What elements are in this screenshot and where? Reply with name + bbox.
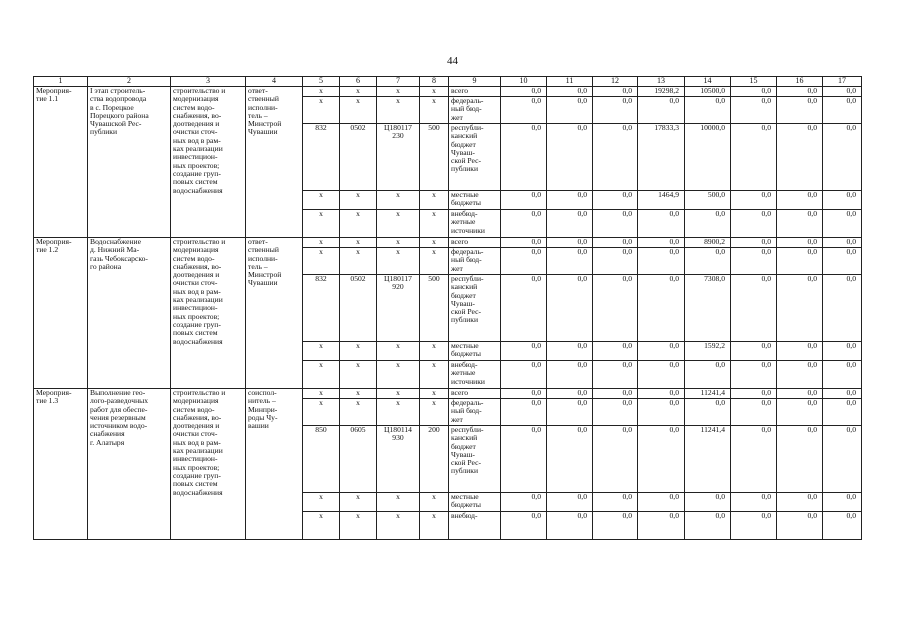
amount-cell: 0,0 xyxy=(547,124,593,191)
amount-cell: 0,0 xyxy=(777,361,823,389)
budget-code: x xyxy=(303,248,340,275)
amount-cell: 0,0 xyxy=(685,97,731,124)
amount-cell: 0,0 xyxy=(638,389,685,399)
amount-cell: 0,0 xyxy=(547,399,593,426)
amount-cell: 19298,2 xyxy=(638,87,685,97)
amount-cell: 0,0 xyxy=(501,389,547,399)
amount-cell: 0,0 xyxy=(593,87,638,97)
amount-cell: 10000,0 xyxy=(685,124,731,191)
amount-cell: 0,0 xyxy=(593,361,638,389)
amount-cell: 0,0 xyxy=(731,426,777,493)
amount-cell: 0,0 xyxy=(501,399,547,426)
column-number: 8 xyxy=(420,77,449,87)
section-code: x xyxy=(340,210,377,238)
amount-cell: 0,0 xyxy=(685,361,731,389)
amount-cell: 0,0 xyxy=(547,238,593,248)
budget-code: x xyxy=(303,238,340,248)
amount-cell: 0,0 xyxy=(777,191,823,210)
expense-type: x xyxy=(420,87,449,97)
amount-cell: 0,0 xyxy=(777,248,823,275)
funding-source: всего xyxy=(449,238,501,248)
expense-type: x xyxy=(420,361,449,389)
amount-cell: 0,0 xyxy=(638,512,685,540)
target-code: x xyxy=(377,87,420,97)
amount-cell: 0,0 xyxy=(823,87,862,97)
amount-cell: 0,0 xyxy=(638,275,685,342)
column-number: 9 xyxy=(449,77,501,87)
event-number: Мероприя- тие 1.1 xyxy=(34,87,88,238)
funding-source: федераль- ный бюд- жет xyxy=(449,399,501,426)
amount-cell: 0,0 xyxy=(731,210,777,238)
amount-cell: 0,0 xyxy=(501,512,547,540)
budget-code: x xyxy=(303,210,340,238)
event-name: I этап строитель- ства водопровода в с. Порецкое Порецкого района Чувашской Рес- публики xyxy=(88,87,171,238)
expense-type: x xyxy=(420,389,449,399)
amount-cell: 0,0 xyxy=(638,399,685,426)
amount-cell: 0,0 xyxy=(777,399,823,426)
amount-cell: 0,0 xyxy=(823,493,862,512)
amount-cell: 0,0 xyxy=(501,97,547,124)
event-name: Водоснабжение д. Нижний Ма- газь Чебоксарско- го района xyxy=(88,238,171,389)
amount-cell: 0,0 xyxy=(823,426,862,493)
amount-cell: 0,0 xyxy=(638,210,685,238)
amount-cell: 0,0 xyxy=(593,210,638,238)
event-number: Мероприя- тие 1.3 xyxy=(34,389,88,540)
amount-cell: 0,0 xyxy=(547,512,593,540)
table-row xyxy=(34,238,862,248)
amount-cell: 0,0 xyxy=(593,426,638,493)
budget-code: x xyxy=(303,512,340,540)
section-code: 0605 xyxy=(340,426,377,493)
target-code: x xyxy=(377,342,420,361)
budget-code: x xyxy=(303,493,340,512)
funding-source: внебюд- xyxy=(449,512,501,540)
amount-cell: 0,0 xyxy=(501,248,547,275)
amount-cell: 0,0 xyxy=(685,248,731,275)
amount-cell: 0,0 xyxy=(823,399,862,426)
budget-code: 832 xyxy=(303,275,340,342)
amount-cell: 0,0 xyxy=(731,191,777,210)
section-code: x xyxy=(340,342,377,361)
funding-source: местные бюджеты xyxy=(449,191,501,210)
amount-cell: 17833,3 xyxy=(638,124,685,191)
amount-cell: 0,0 xyxy=(823,389,862,399)
funding-source: всего xyxy=(449,389,501,399)
amount-cell: 0,0 xyxy=(777,342,823,361)
budget-code: 850 xyxy=(303,426,340,493)
amount-cell: 0,0 xyxy=(731,238,777,248)
amount-cell: 0,0 xyxy=(501,210,547,238)
event-executor: соиспол- нитель – Минпри- роды Чу- вашии xyxy=(246,389,303,540)
page-number: 44 xyxy=(447,55,458,67)
amount-cell: 500,0 xyxy=(685,191,731,210)
column-number: 12 xyxy=(593,77,638,87)
column-number: 16 xyxy=(777,77,823,87)
expense-type: x xyxy=(420,399,449,426)
amount-cell: 0,0 xyxy=(638,361,685,389)
amount-cell: 0,0 xyxy=(777,512,823,540)
funding-source: местные бюджеты xyxy=(449,342,501,361)
amount-cell: 0,0 xyxy=(777,97,823,124)
target-code: x xyxy=(377,238,420,248)
event-executor: ответ- ственный исполни- тель – Минстрой Чувашии xyxy=(246,238,303,389)
amount-cell: 0,0 xyxy=(777,389,823,399)
funding-source: внебюд- жетные источники xyxy=(449,361,501,389)
amount-cell: 0,0 xyxy=(638,97,685,124)
amount-cell: 0,0 xyxy=(731,275,777,342)
amount-cell: 7308,0 xyxy=(685,275,731,342)
amount-cell: 0,0 xyxy=(777,426,823,493)
amount-cell: 0,0 xyxy=(731,493,777,512)
amount-cell: 0,0 xyxy=(823,191,862,210)
amount-cell: 0,0 xyxy=(501,238,547,248)
target-code: x xyxy=(377,248,420,275)
amount-cell: 0,0 xyxy=(731,361,777,389)
amount-cell: 0,0 xyxy=(823,124,862,191)
target-code: x xyxy=(377,399,420,426)
amount-cell: 0,0 xyxy=(823,238,862,248)
expense-type: x xyxy=(420,512,449,540)
funding-source: местные бюджеты xyxy=(449,493,501,512)
amount-cell: 0,0 xyxy=(593,399,638,426)
column-number: 10 xyxy=(501,77,547,87)
funding-table xyxy=(33,76,862,540)
amount-cell: 0,0 xyxy=(731,342,777,361)
amount-cell: 0,0 xyxy=(501,426,547,493)
funding-source: республи- канский бюджет Чуваш- ской Рес- публики xyxy=(449,124,501,191)
section-code: x xyxy=(340,248,377,275)
amount-cell: 11241,4 xyxy=(685,389,731,399)
amount-cell: 0,0 xyxy=(685,512,731,540)
funding-source: республи- канский бюджет Чуваш- ской Рес- публики xyxy=(449,426,501,493)
amount-cell: 0,0 xyxy=(731,87,777,97)
target-code: x xyxy=(377,210,420,238)
amount-cell: 0,0 xyxy=(593,512,638,540)
amount-cell: 0,0 xyxy=(547,248,593,275)
funding-source: федераль- ный бюд- жет xyxy=(449,97,501,124)
budget-code: 832 xyxy=(303,124,340,191)
amount-cell: 0,0 xyxy=(593,97,638,124)
amount-cell: 0,0 xyxy=(638,493,685,512)
amount-cell: 0,0 xyxy=(501,342,547,361)
column-number: 3 xyxy=(171,77,246,87)
column-number: 17 xyxy=(823,77,862,87)
section-code: x xyxy=(340,191,377,210)
budget-code: x xyxy=(303,87,340,97)
amount-cell: 0,0 xyxy=(547,210,593,238)
column-number: 1 xyxy=(34,77,88,87)
amount-cell: 0,0 xyxy=(593,248,638,275)
amount-cell: 0,0 xyxy=(501,191,547,210)
amount-cell: 0,0 xyxy=(593,238,638,248)
amount-cell: 0,0 xyxy=(731,248,777,275)
target-code: x xyxy=(377,361,420,389)
amount-cell: 0,0 xyxy=(731,399,777,426)
amount-cell: 0,0 xyxy=(593,389,638,399)
expense-type: 500 xyxy=(420,275,449,342)
target-code: Ц180117 920 xyxy=(377,275,420,342)
column-number: 5 xyxy=(303,77,340,87)
funding-source: всего xyxy=(449,87,501,97)
section-code: x xyxy=(340,493,377,512)
amount-cell: 0,0 xyxy=(593,191,638,210)
budget-code: x xyxy=(303,342,340,361)
section-code: x xyxy=(340,361,377,389)
amount-cell: 0,0 xyxy=(547,342,593,361)
amount-cell: 0,0 xyxy=(731,512,777,540)
column-number: 2 xyxy=(88,77,171,87)
amount-cell: 0,0 xyxy=(501,275,547,342)
section-code: 0502 xyxy=(340,124,377,191)
amount-cell: 0,0 xyxy=(777,238,823,248)
amount-cell: 0,0 xyxy=(777,275,823,342)
budget-code: x xyxy=(303,97,340,124)
amount-cell: 0,0 xyxy=(638,426,685,493)
expense-type: x xyxy=(420,248,449,275)
amount-cell: 0,0 xyxy=(547,361,593,389)
expense-type: x xyxy=(420,493,449,512)
expense-type: 500 xyxy=(420,124,449,191)
column-number: 14 xyxy=(685,77,731,87)
budget-code: x xyxy=(303,191,340,210)
amount-cell: 0,0 xyxy=(547,493,593,512)
amount-cell: 0,0 xyxy=(547,275,593,342)
amount-cell: 0,0 xyxy=(638,342,685,361)
target-code: x xyxy=(377,389,420,399)
table-row xyxy=(34,389,862,399)
target-code: x xyxy=(377,512,420,540)
amount-cell: 0,0 xyxy=(501,124,547,191)
amount-cell: 0,0 xyxy=(547,426,593,493)
column-number: 15 xyxy=(731,77,777,87)
amount-cell: 0,0 xyxy=(731,97,777,124)
amount-cell: 0,0 xyxy=(777,210,823,238)
section-code: x xyxy=(340,399,377,426)
budget-code: x xyxy=(303,399,340,426)
amount-cell: 0,0 xyxy=(547,389,593,399)
column-number: 13 xyxy=(638,77,685,87)
event-name: Выполнение гео- лого-разведочных работ для обеспе- чения резервным источником водо- снабжения г. Алатыря xyxy=(88,389,171,540)
target-code: Ц180114 930 xyxy=(377,426,420,493)
amount-cell: 0,0 xyxy=(685,210,731,238)
amount-cell: 0,0 xyxy=(823,248,862,275)
section-code: x xyxy=(340,389,377,399)
amount-cell: 0,0 xyxy=(685,493,731,512)
expense-type: x xyxy=(420,210,449,238)
event-goal: строительство и модернизация систем водо- снабжения, во- доотведения и очистки сточ- ных вод в рам- ках реализации инвестицион- ных проектов; создание груп- повых систем водоснабжения xyxy=(171,87,246,238)
table-header-row xyxy=(34,77,862,87)
section-code: x xyxy=(340,87,377,97)
section-code: x xyxy=(340,97,377,124)
event-executor: ответ- ственный исполни- тель – Минстрой Чувашии xyxy=(246,87,303,238)
amount-cell: 0,0 xyxy=(823,275,862,342)
amount-cell: 0,0 xyxy=(501,361,547,389)
amount-cell: 11241,4 xyxy=(685,426,731,493)
amount-cell: 0,0 xyxy=(777,87,823,97)
column-number: 7 xyxy=(377,77,420,87)
amount-cell: 0,0 xyxy=(547,97,593,124)
expense-type: x xyxy=(420,97,449,124)
expense-type: x xyxy=(420,191,449,210)
target-code: Ц180117 230 xyxy=(377,124,420,191)
amount-cell: 0,0 xyxy=(593,275,638,342)
amount-cell: 10500,0 xyxy=(685,87,731,97)
table-row xyxy=(34,87,862,97)
amount-cell: 0,0 xyxy=(777,124,823,191)
amount-cell: 0,0 xyxy=(731,389,777,399)
section-code: 0502 xyxy=(340,275,377,342)
amount-cell: 0,0 xyxy=(823,512,862,540)
amount-cell: 8900,2 xyxy=(685,238,731,248)
target-code: x xyxy=(377,493,420,512)
budget-code: x xyxy=(303,389,340,399)
amount-cell: 0,0 xyxy=(547,87,593,97)
expense-type: x xyxy=(420,342,449,361)
event-number: Мероприя- тие 1.2 xyxy=(34,238,88,389)
amount-cell: 0,0 xyxy=(593,342,638,361)
amount-cell: 0,0 xyxy=(501,493,547,512)
amount-cell: 0,0 xyxy=(823,97,862,124)
budget-code: x xyxy=(303,361,340,389)
column-number: 6 xyxy=(340,77,377,87)
event-goal: строительство и модернизация систем водо- снабжения, во- доотведения и очистки сточ- ных вод в рам- ках реализации инвестицион- ных проектов; создание груп- повых систем водоснабжения xyxy=(171,389,246,540)
amount-cell: 0,0 xyxy=(731,124,777,191)
expense-type: x xyxy=(420,238,449,248)
target-code: x xyxy=(377,97,420,124)
amount-cell: 0,0 xyxy=(593,124,638,191)
amount-cell: 0,0 xyxy=(823,210,862,238)
amount-cell: 1592,2 xyxy=(685,342,731,361)
funding-source: республи- канский бюджет Чуваш- ской Рес- публики xyxy=(449,275,501,342)
funding-source: федераль- ный бюд- жет xyxy=(449,248,501,275)
funding-source: внебюд- жетные источники xyxy=(449,210,501,238)
section-code: x xyxy=(340,512,377,540)
amount-cell: 0,0 xyxy=(593,493,638,512)
event-goal: строительство и модернизация систем водо- снабжения, во- доотведения и очистки сточ- ных вод в рам- ках реализации инвестицион- ных проектов; создание груп- повых систем водоснабжения xyxy=(171,238,246,389)
amount-cell: 0,0 xyxy=(501,87,547,97)
amount-cell: 0,0 xyxy=(777,493,823,512)
amount-cell: 0,0 xyxy=(638,238,685,248)
amount-cell: 0,0 xyxy=(685,399,731,426)
amount-cell: 0,0 xyxy=(823,342,862,361)
amount-cell: 0,0 xyxy=(547,191,593,210)
amount-cell: 0,0 xyxy=(638,248,685,275)
target-code: x xyxy=(377,191,420,210)
column-number: 11 xyxy=(547,77,593,87)
expense-type: 200 xyxy=(420,426,449,493)
amount-cell: 0,0 xyxy=(823,361,862,389)
column-number: 4 xyxy=(246,77,303,87)
section-code: x xyxy=(340,238,377,248)
amount-cell: 1464,9 xyxy=(638,191,685,210)
